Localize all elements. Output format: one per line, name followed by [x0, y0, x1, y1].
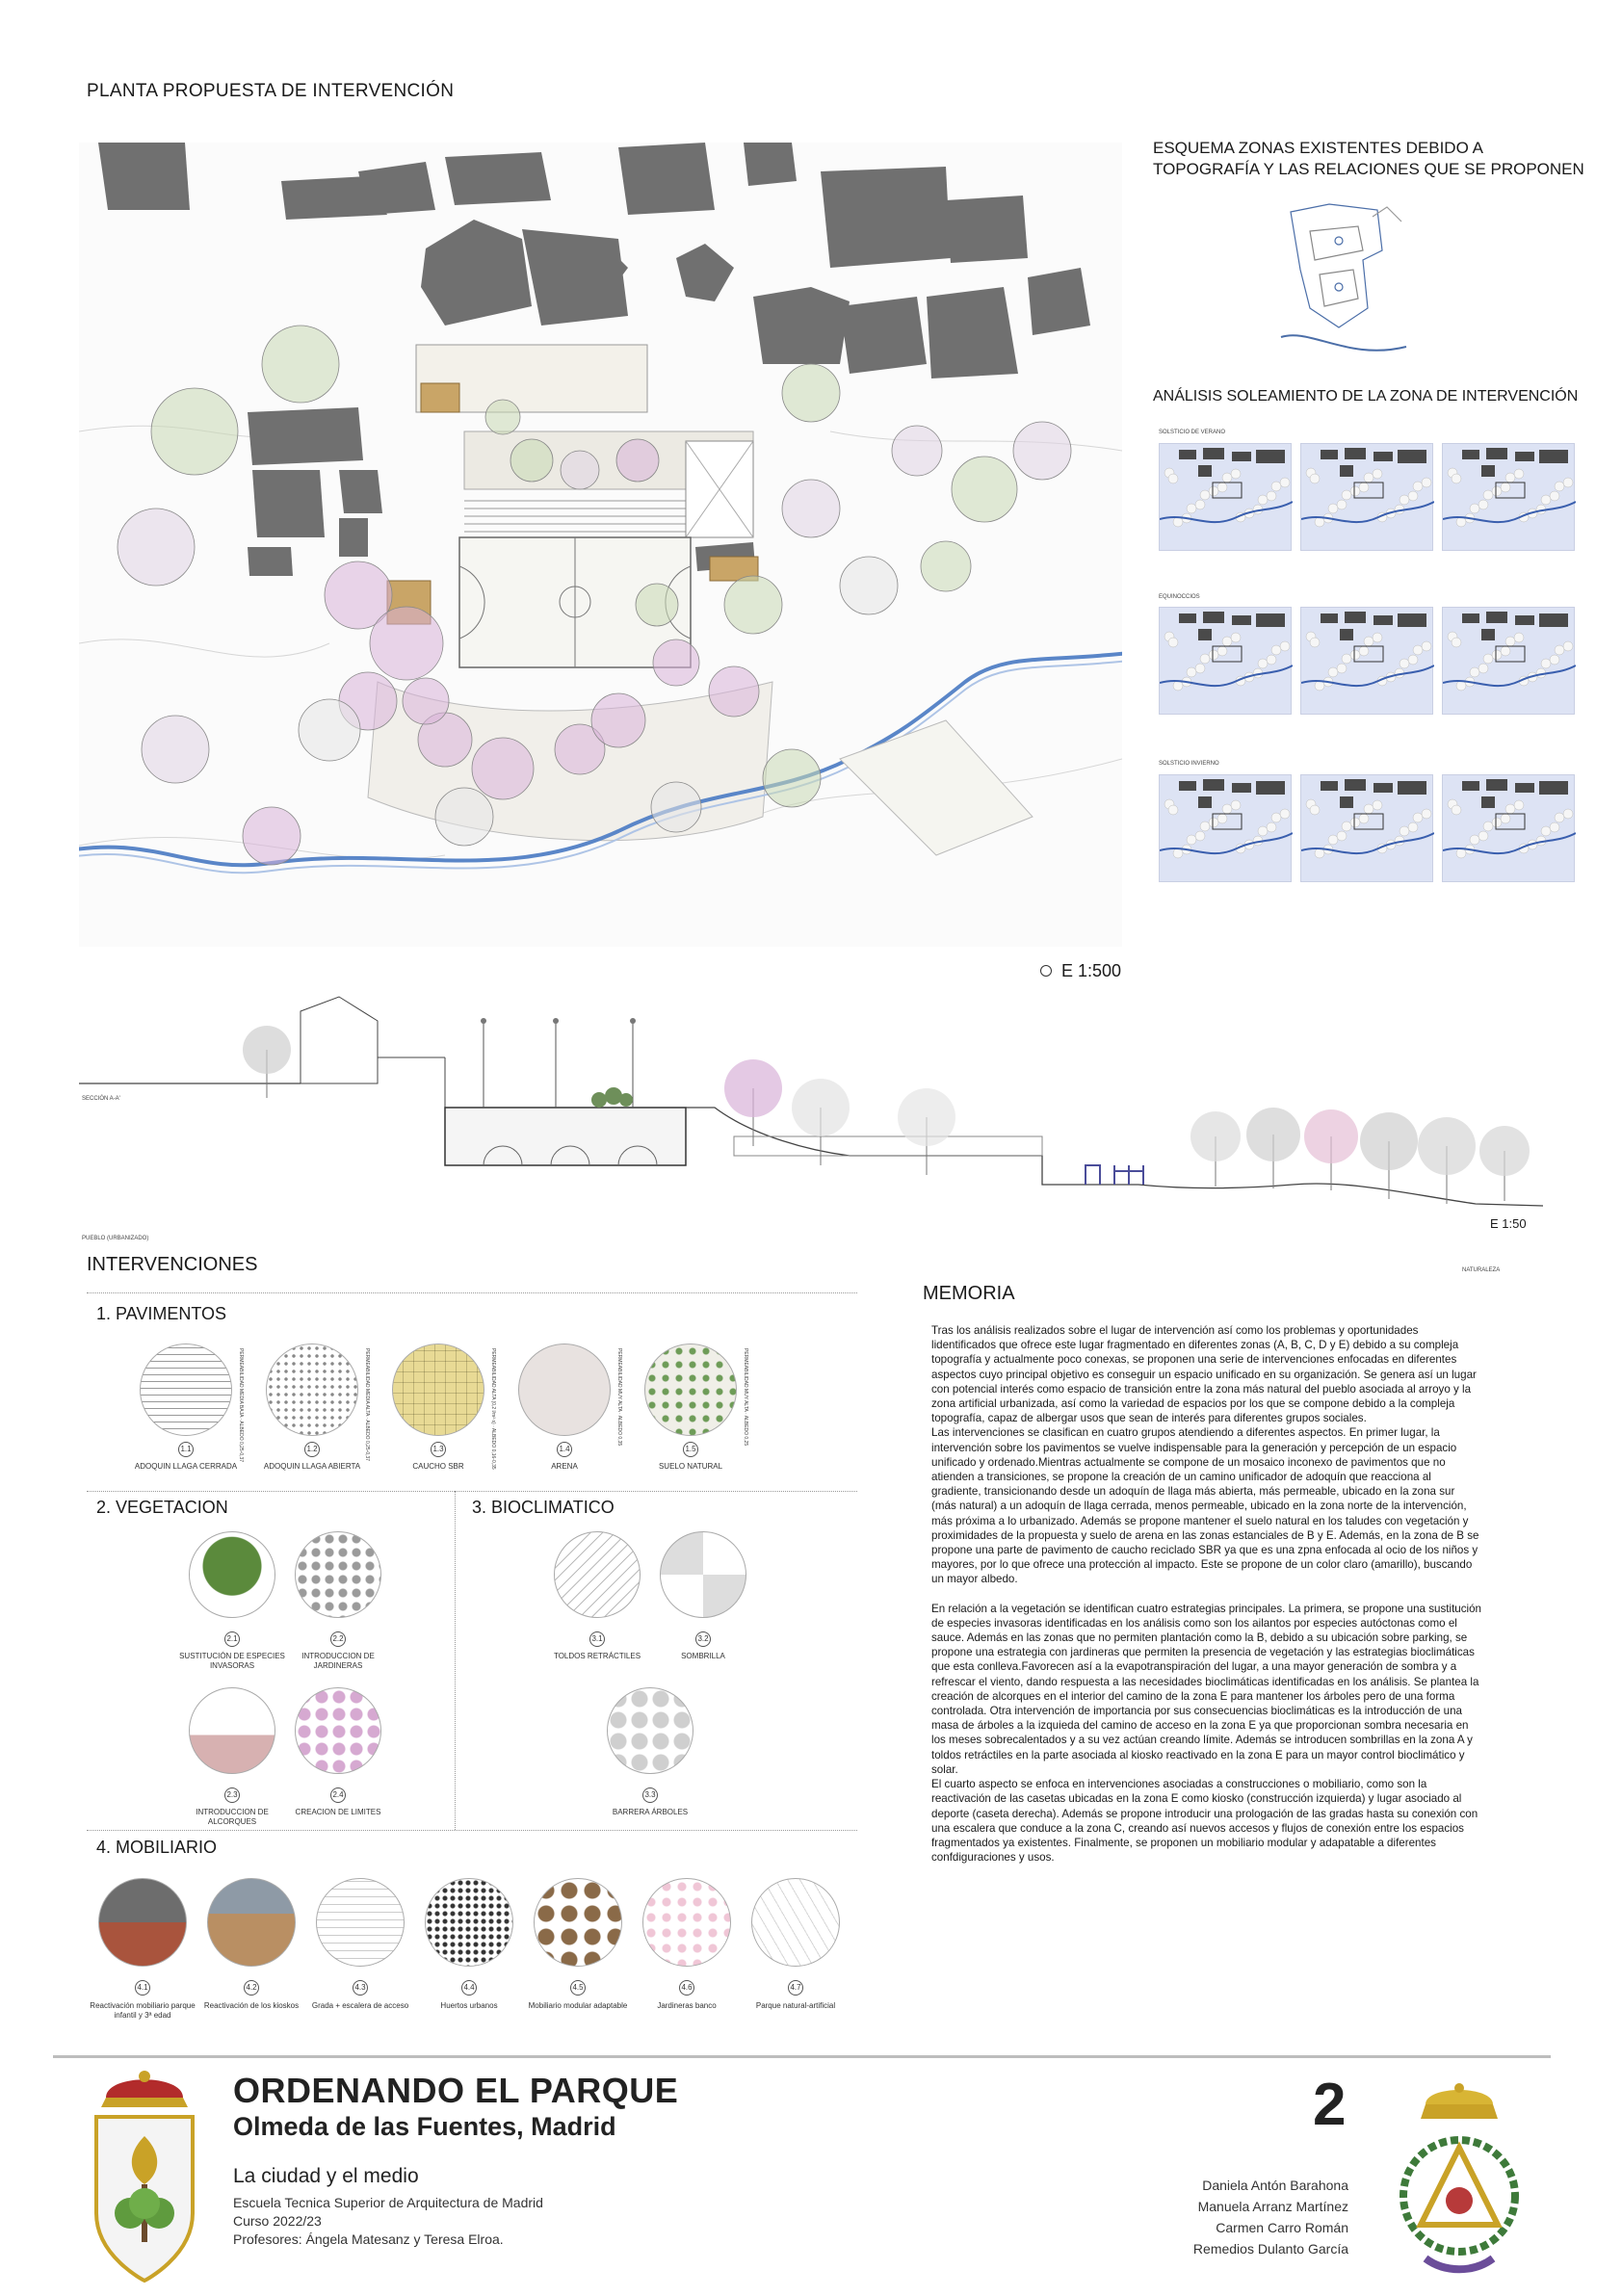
section-tree: [1246, 1108, 1300, 1188]
tree-canopy: [510, 439, 553, 482]
authors: Daniela Antón Barahona Manuela Arranz Martínez Carmen Carro Román Remedios Dulanto García: [1192, 2178, 1348, 2257]
divider: [87, 1830, 857, 1831]
tree-canopy: [142, 716, 209, 783]
tree-canopy: [403, 678, 449, 724]
tree-canopy: [724, 576, 782, 634]
solar-study-cell: [1159, 607, 1292, 715]
pavimentos-title: 1. PAVIMENTOS: [96, 1304, 227, 1323]
pavement-sample: [518, 1344, 611, 1436]
solar-title: ANÁLISIS SOLEAMIENTO DE LA ZONA DE INTERVENCIÓN: [1153, 388, 1579, 404]
furniture-sample: [751, 1878, 840, 1967]
municipal-coat-of-arms: [87, 2069, 202, 2285]
solar-study-cell: [1442, 443, 1575, 551]
bioclimatico-title: 3. BIOCLIMATICO: [472, 1498, 615, 1517]
item-number: 3.2: [695, 1631, 711, 1647]
section-scale: E 1:50: [1490, 1216, 1527, 1231]
section-tree: [1190, 1111, 1241, 1187]
item-number: 1.2: [304, 1442, 320, 1457]
solar-row-label-summer: SOLSTICIO DE VERANO: [1159, 430, 1226, 435]
item-number: 1.3: [431, 1442, 446, 1457]
furniture-label: Huertos urbanos: [440, 2001, 498, 2010]
furniture-sample: [425, 1878, 513, 1967]
item-number: 3.3: [642, 1787, 658, 1803]
item-number: 2.4: [330, 1787, 346, 1803]
mobiliario-title: 4. MOBILIARIO: [96, 1838, 218, 1857]
item-number: 1.4: [557, 1442, 572, 1457]
tree-canopy: [299, 699, 360, 761]
pavement-spec: PERMEABILIDAD MUY ALTA · ALBEDO 0,35: [616, 1348, 622, 1447]
divider: [455, 1491, 456, 1830]
tree-canopy: [1013, 422, 1071, 480]
memoria-p4: El cuarto aspecto se enfoca en intervenciones asociadas a construcciones o mobiliario, como son la reactivación de las casetas ubicadas en la zona E como kiosko (construcción izquierda) y lugar asociado al deporte (caseta derecha). Además se propone introducir una prologación de las gradas hasta su conexión con una escalera que conduce a la zona C, creando así nuevos accesos y flujos de conexión entre los espacios fragmentados ya existentes. Finalmente, se proponen un mobiliario modular y adapatable a diferentes confdiguraciones y usos.: [931, 1778, 1478, 1865]
project-subtitle: Olmeda de las Fuentes, Madrid: [233, 2112, 616, 2141]
furniture-sample: [316, 1878, 405, 1967]
solar-study-cell: [1300, 607, 1433, 715]
furniture-sample: [534, 1878, 622, 1967]
section-tree: [792, 1079, 850, 1165]
solar-study-cell: [1442, 774, 1575, 882]
furniture-label: Reactivación de los kioskos: [203, 2001, 300, 2010]
solar-row-label-equinox: EQUINOCCIOS: [1159, 594, 1200, 600]
bioclimatic-sample: [660, 1531, 746, 1618]
furniture-label: Grada + escalera de acceso: [311, 2001, 409, 2010]
divider: [87, 1491, 857, 1492]
pavement-sample: [392, 1344, 484, 1436]
section-tree: [1360, 1112, 1418, 1199]
item-number: 4.4: [461, 1980, 477, 1996]
furniture-sample: [642, 1878, 731, 1967]
item-number: 1.1: [178, 1442, 194, 1457]
sheet-number: 2: [1313, 2072, 1347, 2138]
tree-canopy: [616, 439, 659, 482]
section-tree: [724, 1059, 782, 1146]
course-name: La ciudad y el medio: [233, 2165, 419, 2187]
pavement-spec: PERMEABILIDAD MEDIA ALTA · ALBEDO 0,25-0,37: [364, 1348, 370, 1462]
zones-scheme-sketch: [1271, 193, 1416, 376]
item-number: 1.5: [683, 1442, 698, 1457]
tree-canopy: [561, 451, 599, 489]
furniture-label: Parque natural-artificial: [755, 2001, 836, 2010]
tree-canopy: [892, 426, 942, 476]
vegetation-sample: [189, 1531, 275, 1618]
tree-canopy: [370, 607, 443, 680]
section-right-label: NATURALEZA: [1462, 1267, 1501, 1273]
school-emblem: [1387, 2080, 1531, 2283]
furniture-label: Jardineras banco: [657, 2001, 717, 2010]
section-tree: [1418, 1117, 1476, 1204]
footer-rule: [53, 2055, 1551, 2058]
item-number: 4.2: [244, 1980, 259, 1996]
bioclimatic-label: SOMBRILLA: [681, 1652, 725, 1660]
furniture-label: Mobiliario modular adaptable: [528, 2001, 628, 2010]
interventions-title: INTERVENCIONES: [87, 1254, 258, 1275]
solar-study-cell: [1159, 774, 1292, 882]
section-left-label: PUEBLO (URBANIZADO): [82, 1236, 149, 1241]
vegetation-sample: [295, 1687, 381, 1774]
memoria-p3: En relación a la vegetación se identifican cuatro estrategias principales. La primera, se propone una sustitución de especies invasoras identificadas en los análisis como son los ailantos por especies autóctonas como el sauce. Además en las zonas que no permiten plantación como la B, debido a su ubicación sobre parking, se propone una estrategia con jardineras que permiten la presencia de vegetación y las estrategias bioclimáticas que esta conlleva.Favorecen así a la evapotranspiración del lugar, a una mayor generación de sombra y a refrescar el viento, dando respuesta a las necesidades bioclimáticas identificadas en los análisis. Se plantea la creación de alcorques en el interior del camino de la zona E para mantener los árboles pero de una forma controlada. Otra intervención de importancia por sus consecuencias bioclimáticas es la introducción de una masa de árboles a la izquieda del camino de acceso en la zona E ya que proporcionan sombra necesaria en los meses sobrecalentados y a su vez actúan creando límite. Además se introducen sombrillas en la zona A y toldos retráctiles en la parte asociada al kiosko reactivado en la zona E para un mayor control bioclimático y solar.: [931, 1602, 1482, 1776]
bioclimatic-label: BARRERA ÁRBOLES: [612, 1808, 689, 1816]
solar-study-cell: [1442, 607, 1575, 715]
item-number: 2.3: [224, 1787, 240, 1803]
tree-canopy: [921, 541, 971, 591]
pavement-sample: [644, 1344, 737, 1436]
tree-canopy: [435, 788, 493, 846]
tree-canopy: [118, 509, 195, 586]
vegetation-label: INTRODUCCION DE JARDINERAS: [301, 1652, 375, 1670]
item-number: 4.3: [353, 1980, 368, 1996]
tree-canopy: [472, 738, 534, 799]
bioclimatic-sample: [607, 1687, 693, 1774]
vegetation-label: INTRODUCCION DE ALCORQUES: [196, 1808, 269, 1826]
tree-canopy: [262, 326, 339, 403]
tree-canopy: [782, 364, 840, 422]
pavement-spec: PERMEABILIDAD MEDIA BAJA · ALBEDO 0,25-0,37: [238, 1348, 244, 1463]
furniture-label: Reactivación mobiliario parque infantil y 3ª edad: [90, 2001, 196, 2020]
tree-canopy: [763, 749, 821, 807]
memoria-p2: Las intervenciones se clasifican en cuatro grupos atendiendo a diferentes aspectos. En primer lugar, la intervención sobre los pavimentos se vuelve indispensable para la generación y percepción de un espacio unificado y ordenado.Mientras actualmente se compone de un mosaico inconexo de pavimentos que no atienden a transiciones, se propone la creación de un camino unificador de adoquín que reacciona al gradiente, transicionando desde un adoquín de llaga más abierta, más permeable, ubicado en la zona sur (más natural) a un adoquín de llaga cerrada, menos permeable, ubicado en la zona norte de la intervención, más próxima a lo urbanizado. Además se propone mantener el suelo natural en los taludes con vegetación y proximidades de la propuesta y suelo de arena en las zonas estanciales de B y E. Además, en la zona de B se propone una parte de pavimento de caucho reciclado SBR ya que es una zpna enfocada al ocio de los niños y mayores, por lo que ofrece una protección al impacto. Este se propone de un color claro (amarillo), buscando un mayor albedo.: [931, 1426, 1479, 1586]
item-number: 2.2: [330, 1631, 346, 1647]
tree-canopy: [636, 584, 678, 626]
plan-title: PLANTA PROPUESTA DE INTERVENCIÓN: [87, 81, 455, 101]
section-drawing: [79, 992, 1543, 1223]
furniture-sample: [207, 1878, 296, 1967]
tree-canopy: [952, 457, 1017, 522]
pavement-label: ARENA: [551, 1462, 578, 1471]
furniture-sample: [98, 1878, 187, 1967]
solar-study-cell: [1159, 443, 1292, 551]
section-label: SECCIÓN A-A': [82, 1096, 120, 1102]
tree-canopy: [591, 693, 645, 747]
tree-canopy: [709, 666, 759, 717]
vegetacion-title: 2. VEGETACION: [96, 1498, 228, 1517]
pavement-sample: [140, 1344, 232, 1436]
pavement-spec: PERMEABILIDAD MUY ALTA · ALBEDO 0,25: [743, 1348, 748, 1447]
pavement-spec: PERMEABILIDAD ALTA (0,2 l/m²·s) · ALBEDO 0,16-0,35: [490, 1348, 496, 1470]
item-number: 3.1: [589, 1631, 605, 1647]
pavement-label: CAUCHO SBR: [412, 1462, 464, 1471]
plan-scale: E 1:500: [1040, 961, 1121, 981]
project-title: ORDENANDO EL PARQUE: [233, 2071, 679, 2110]
pavement-label: ADOQUIN LLAGA CERRADA: [134, 1462, 238, 1471]
pavement-label: ADOQUIN LLAGA ABIERTA: [263, 1462, 361, 1471]
pavement-sample: [266, 1344, 358, 1436]
section-tree: [1479, 1126, 1530, 1201]
solar-row-label-winter: SOLSTICIO INVIERNO: [1159, 761, 1219, 767]
scheme-title: ESQUEMA ZONAS EXISTENTES DEBIDO A TOPOGRAFÍA Y LAS RELACIONES QUE SE PROPONEN: [1153, 139, 1584, 178]
site-plan: [79, 143, 1122, 947]
tree-canopy: [651, 782, 701, 832]
item-number: 2.1: [224, 1631, 240, 1647]
tree-canopy: [840, 557, 898, 614]
divider: [87, 1292, 857, 1293]
vegetation-label: CREACION DE LIMITES: [295, 1808, 381, 1816]
memoria-text: [931, 1323, 1482, 1865]
tree-canopy: [653, 639, 699, 686]
memoria-title: MEMORIA: [923, 1283, 1015, 1304]
footer-info: Escuela Tecnica Superior de Arquitectura de Madrid Curso 2022/23 Profesores: Ángela Matesanz y Teresa Elroa.: [233, 2195, 543, 2247]
solar-study-cell: [1300, 443, 1433, 551]
item-number: 4.1: [135, 1980, 150, 1996]
tree-canopy: [151, 388, 238, 475]
bioclimatic-label: TOLDOS RETRÁCTILES: [553, 1652, 641, 1660]
vegetation-label: SUSTITUCIÓN DE ESPECIES INVASORAS: [179, 1652, 285, 1670]
section-tree: [1304, 1109, 1358, 1190]
vegetation-sample: [189, 1687, 275, 1774]
tree-canopy: [485, 400, 520, 434]
north-icon: [1040, 965, 1052, 977]
section-tree: [243, 1026, 291, 1098]
bioclimatic-sample: [554, 1531, 641, 1618]
solar-study-cell: [1300, 774, 1433, 882]
tree-canopy: [243, 807, 301, 865]
section-tree: [898, 1088, 955, 1175]
vegetation-sample: [295, 1531, 381, 1618]
item-number: 4.7: [788, 1980, 803, 1996]
item-number: 4.5: [570, 1980, 586, 1996]
tree-canopy: [782, 480, 840, 537]
memoria-p1: Tras los análisis realizados sobre el lugar de intervención así como los problemas y oportunidades lidentificados que ofrece este lugar fragmentado en diferentes zonas (A, B, C, D y E) debido a su compleja topografía y actualmente poco conexas, se proponen una serie de intervenciones enfocadas en diferentes aspectos cuyo principal objetivo es conseguir un espacio unificado en su organización. Se genera así un lugar con potencial interés como espacio de transición entre la zona más natural del pueblo asociada al arroyo y la zona artificial urbanizada, así como la variedad de espacios por los que se compone debido a la compleja topografía, capaz de albergar usos que sean de interés para diferentes grupos sociales.: [931, 1324, 1477, 1425]
item-number: 4.6: [679, 1980, 694, 1996]
pavement-label: SUELO NATURAL: [658, 1462, 723, 1471]
